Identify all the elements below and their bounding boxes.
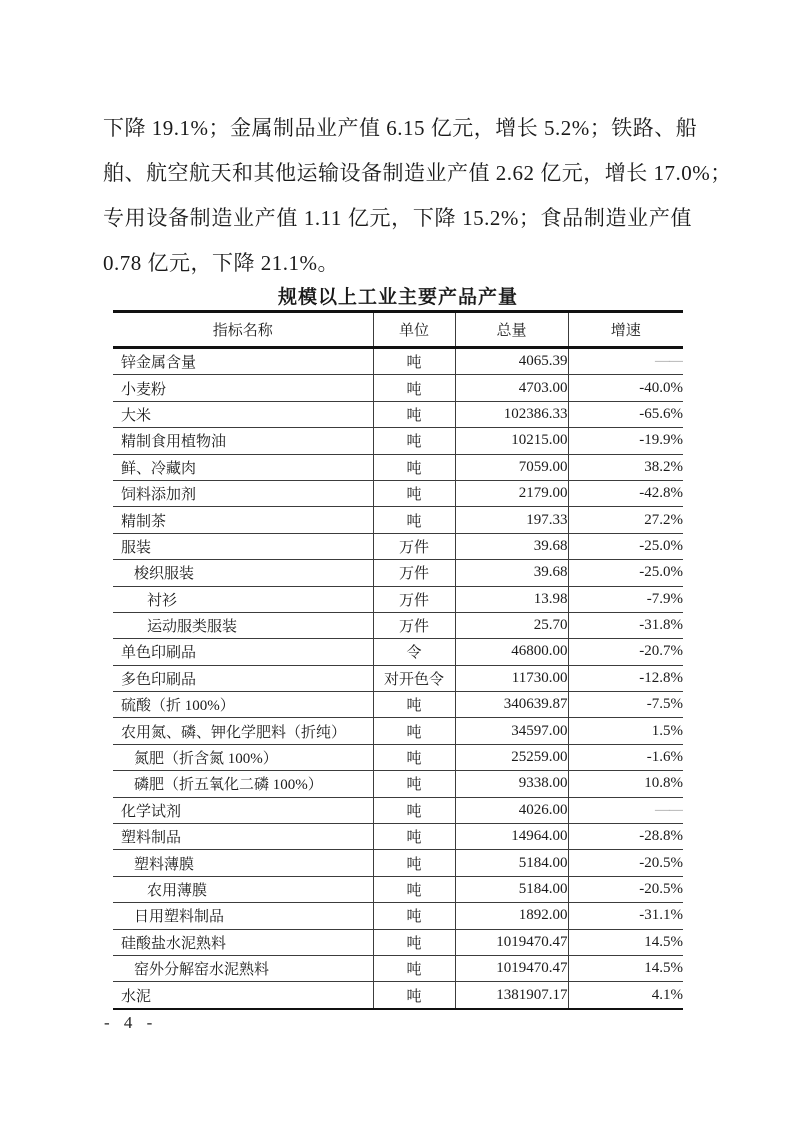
total-cell: 9338.00 [455,771,568,797]
growth-cell: -31.1% [568,903,683,929]
table-row [113,955,683,981]
indicator-name-cell: 塑料薄膜 [113,850,373,876]
unit-cell: 吨 [373,692,455,718]
table-header-row [113,312,683,348]
indicator-name-cell: 农用薄膜 [113,876,373,902]
growth-cell: -12.8% [568,665,683,691]
table-title: 规模以上工业主要产品产量 [277,287,518,308]
table-row [113,797,683,823]
table-row [113,665,683,691]
total-cell: 1381907.17 [455,982,568,1009]
table-row [113,744,683,770]
unit-cell: 吨 [373,955,455,981]
table-row [113,929,683,955]
indicator-name-cell: 锌金属含量 [113,348,373,375]
paragraph-line: 下降 19.1%；金属制品业产值 6.15 亿元，增长 5.2%；铁路、船 [103,116,698,140]
total-cell: 10215.00 [455,428,568,454]
table-row [113,771,683,797]
total-cell: 197.33 [455,507,568,533]
table-row [113,428,683,454]
unit-cell: 吨 [373,507,455,533]
total-cell: 1892.00 [455,903,568,929]
indicator-name-cell: 精制食用植物油 [113,428,373,454]
growth-cell: -20.5% [568,876,683,902]
total-cell: 34597.00 [455,718,568,744]
total-cell: 4065.39 [455,348,568,375]
growth-cell: -19.9% [568,428,683,454]
growth-cell: -20.7% [568,639,683,665]
unit-cell: 万件 [373,533,455,559]
indicator-name-cell: 硫酸（折 100%） [113,692,373,718]
indicator-name-cell: 小麦粉 [113,375,373,401]
growth-cell: —— [568,348,683,375]
unit-cell: 吨 [373,454,455,480]
growth-cell: -31.8% [568,612,683,638]
growth-cell: -25.0% [568,560,683,586]
unit-cell: 吨 [373,929,455,955]
body-paragraph [103,106,732,286]
unit-cell: 吨 [373,903,455,929]
table-row [113,560,683,586]
indicator-name-cell: 饲料添加剂 [113,480,373,506]
table-row [113,454,683,480]
unit-cell: 吨 [373,401,455,427]
paragraph-line: 专用设备制造业产值 1.11 亿元，下降 15.2%；食品制造业产值 [103,206,692,230]
unit-cell: 吨 [373,718,455,744]
total-cell: 46800.00 [455,639,568,665]
indicator-name-cell: 水泥 [113,982,373,1009]
indicator-name-cell: 化学试剂 [113,797,373,823]
unit-cell: 吨 [373,850,455,876]
total-cell: 7059.00 [455,454,568,480]
growth-cell: 27.2% [568,507,683,533]
table-row [113,375,683,401]
growth-cell: -7.9% [568,586,683,612]
growth-cell: -28.8% [568,824,683,850]
table-row [113,876,683,902]
indicator-name-cell: 农用氮、磷、钾化学肥料（折纯） [113,718,373,744]
growth-cell: 4.1% [568,982,683,1009]
unit-cell: 吨 [373,982,455,1009]
table-row [113,718,683,744]
indicator-name-cell: 鲜、冷藏肉 [113,454,373,480]
unit-cell: 吨 [373,375,455,401]
indicator-name-cell: 大米 [113,401,373,427]
table-row [113,903,683,929]
table-row [113,982,683,1009]
total-cell: 5184.00 [455,850,568,876]
header-total: 总量 [455,312,568,348]
total-cell: 340639.87 [455,692,568,718]
indicator-name-cell: 衬衫 [113,586,373,612]
page-number: - 4 - [104,1013,158,1032]
growth-cell: -65.6% [568,401,683,427]
table-row [113,348,683,375]
growth-cell: -1.6% [568,744,683,770]
industrial-products-table [113,310,683,1010]
indicator-name-cell: 单色印刷品 [113,639,373,665]
unit-cell: 吨 [373,771,455,797]
total-cell: 13.98 [455,586,568,612]
indicator-name-cell: 塑料制品 [113,824,373,850]
unit-cell: 吨 [373,876,455,902]
table-row [113,850,683,876]
indicator-name-cell: 氮肥（折含氮 100%） [113,744,373,770]
paragraph-line: 舶、航空航天和其他运输设备制造业产值 2.62 亿元，增长 17.0%； [103,161,732,185]
unit-cell: 吨 [373,428,455,454]
table-row [113,612,683,638]
table-row [113,824,683,850]
growth-cell: -7.5% [568,692,683,718]
unit-cell: 万件 [373,612,455,638]
indicator-name-cell: 日用塑料制品 [113,903,373,929]
unit-cell: 吨 [373,348,455,375]
unit-cell: 吨 [373,797,455,823]
growth-cell: -25.0% [568,533,683,559]
indicator-name-cell: 梭织服装 [113,560,373,586]
indicator-name-cell: 服装 [113,533,373,559]
indicator-name-cell: 精制茶 [113,507,373,533]
total-cell: 25.70 [455,612,568,638]
growth-cell: -40.0% [568,375,683,401]
total-cell: 1019470.47 [455,955,568,981]
table-row [113,692,683,718]
growth-cell: 14.5% [568,929,683,955]
paragraph-line: 0.78 亿元，下降 21.1%。 [103,251,339,275]
header-growth: 增速 [568,312,683,348]
header-indicator-name: 指标名称 [113,312,373,348]
table-row [113,401,683,427]
growth-cell: 1.5% [568,718,683,744]
unit-cell: 万件 [373,586,455,612]
table-row [113,533,683,559]
table-row [113,586,683,612]
total-cell: 1019470.47 [455,929,568,955]
growth-cell: 38.2% [568,454,683,480]
table-row [113,507,683,533]
unit-cell: 万件 [373,560,455,586]
indicator-name-cell: 窑外分解窑水泥熟料 [113,955,373,981]
growth-cell: 10.8% [568,771,683,797]
total-cell: 39.68 [455,533,568,559]
total-cell: 5184.00 [455,876,568,902]
table-row [113,480,683,506]
total-cell: 102386.33 [455,401,568,427]
total-cell: 11730.00 [455,665,568,691]
indicator-name-cell: 磷肥（折五氧化二磷 100%） [113,771,373,797]
total-cell: 2179.00 [455,480,568,506]
unit-cell: 令 [373,639,455,665]
growth-cell: —— [568,797,683,823]
indicator-name-cell: 运动服类服装 [113,612,373,638]
growth-cell: 14.5% [568,955,683,981]
growth-cell: -20.5% [568,850,683,876]
total-cell: 4703.00 [455,375,568,401]
header-unit: 单位 [373,312,455,348]
growth-cell: -42.8% [568,480,683,506]
table-row [113,639,683,665]
total-cell: 25259.00 [455,744,568,770]
unit-cell: 对开色令 [373,665,455,691]
indicator-name-cell: 硅酸盐水泥熟料 [113,929,373,955]
unit-cell: 吨 [373,480,455,506]
unit-cell: 吨 [373,744,455,770]
total-cell: 4026.00 [455,797,568,823]
total-cell: 39.68 [455,560,568,586]
indicator-name-cell: 多色印刷品 [113,665,373,691]
total-cell: 14964.00 [455,824,568,850]
unit-cell: 吨 [373,824,455,850]
